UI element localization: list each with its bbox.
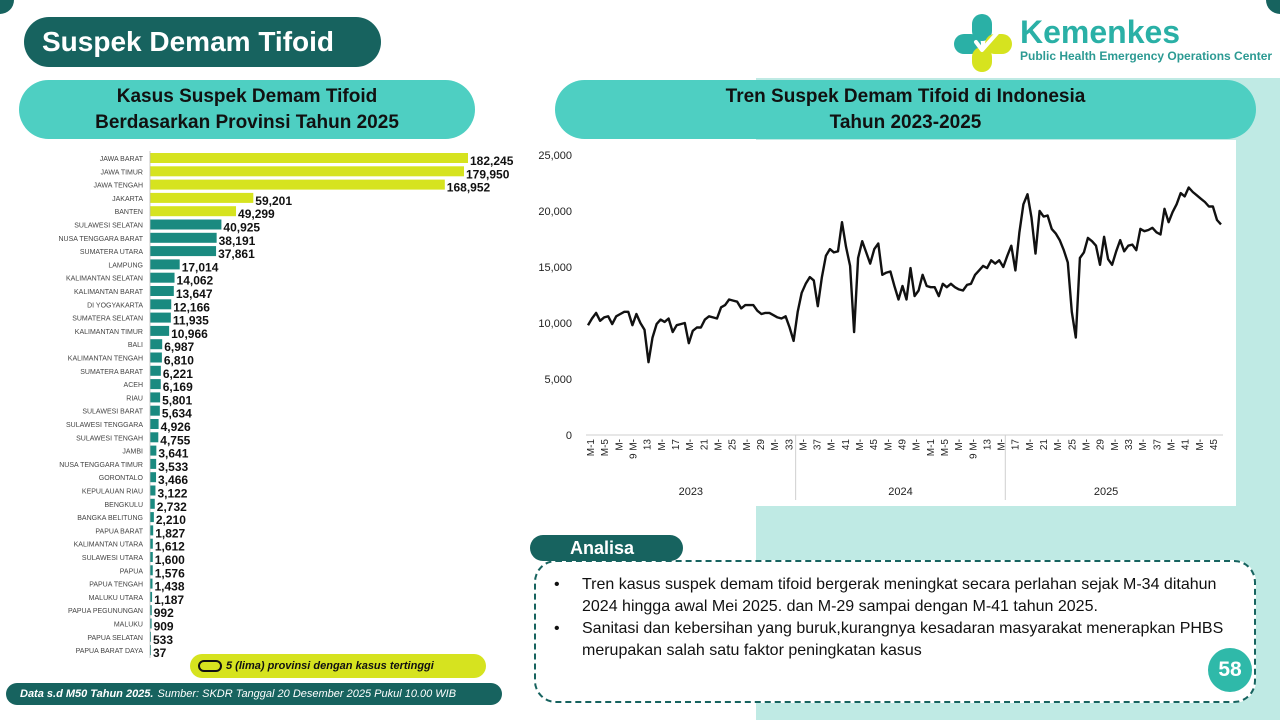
x-tick-label: 25 — [727, 439, 739, 451]
province-label: KALIMANTAN SELATAN — [65, 275, 143, 283]
value-label: 13,647 — [175, 287, 213, 301]
bar-chart-heading-line1: Kasus Suspek Demam Tifoid — [116, 85, 378, 107]
province-label: JAKARTA — [112, 195, 143, 203]
province-label: DI YOGYAKARTA — [87, 302, 143, 310]
x-tick-label: 45 — [869, 439, 881, 451]
line-chart-heading — [555, 80, 1256, 139]
x-tick-label: M- — [1138, 439, 1150, 451]
value-label: 5,634 — [161, 406, 192, 421]
value-label: 6,169 — [162, 380, 193, 395]
value-label: 4,755 — [160, 433, 191, 448]
value-label: 3,122 — [157, 486, 188, 501]
value-label: 3,533 — [158, 459, 189, 474]
province-label: PAPUA BARAT — [95, 528, 143, 536]
province-label: SULAWESI TENGAH — [76, 435, 143, 443]
x-tick-label: 21 — [699, 439, 711, 451]
value-label: 12,166 — [173, 300, 210, 315]
logo-subtitle: Public Health Emergency Operations Center — [1020, 49, 1273, 63]
x-tick-label: M- — [826, 439, 838, 451]
value-label: 992 — [153, 606, 174, 621]
x-tick-label: 33 — [784, 439, 796, 451]
bar — [150, 206, 236, 216]
bar — [150, 273, 175, 283]
x-tick-label: M- — [741, 439, 753, 451]
province-label: PAPUA PEGUNUNGAN — [68, 608, 143, 616]
x-tick-label: 9 M- — [628, 439, 640, 459]
value-label: 182,245 — [470, 154, 514, 168]
line-chart-heading-line1: Tren Suspek Demam Tifoid di Indonesia — [725, 85, 1086, 107]
bar — [150, 565, 153, 575]
value-label: 37 — [153, 646, 167, 658]
value-label: 533 — [153, 632, 174, 647]
value-label: 14,062 — [176, 273, 214, 288]
analysis-item — [554, 574, 1224, 618]
x-tick-label: 41 — [1180, 439, 1192, 451]
year-label: 2023 — [678, 486, 704, 498]
value-label: 6,810 — [163, 353, 194, 368]
x-tick-label: 17 — [1010, 439, 1022, 451]
page-title: Suspek Demam Tifoid — [24, 17, 381, 67]
year-label: 2024 — [888, 486, 913, 498]
legend-swatch — [198, 660, 222, 672]
value-label: 1,600 — [154, 553, 185, 567]
footer-data-note: Data s.d M50 Tahun 2025. — [20, 688, 154, 700]
value-label: 49,299 — [238, 207, 275, 222]
province-label: SUMATERA UTARA — [79, 249, 143, 257]
province-label: JAWA TENGAH — [93, 182, 143, 190]
value-label: 3,641 — [158, 446, 189, 461]
x-tick-label: M- — [656, 439, 668, 451]
value-label: 179,950 — [465, 167, 510, 182]
line-chart-heading-line2: Tahun 2023-2025 — [829, 111, 982, 133]
province-label: ACEH — [123, 382, 143, 390]
y-tick-label: 0 — [565, 430, 572, 442]
bar-chart-legend — [190, 654, 486, 678]
x-tick-label: 9 M- — [968, 439, 980, 459]
bar — [150, 459, 156, 469]
page-number: 58 — [1208, 648, 1252, 692]
province-label: SUMATERA SELATAN — [72, 315, 143, 323]
bar — [150, 220, 221, 230]
y-tick-label: 15,000 — [538, 262, 572, 274]
value-label: 40,925 — [223, 220, 261, 235]
bar — [150, 180, 445, 190]
value-label: 2,732 — [156, 499, 187, 514]
province-label: KALIMANTAN TENGAH — [67, 355, 143, 363]
kemenkes-logo — [952, 10, 1272, 74]
value-label: 17,014 — [181, 260, 219, 275]
province-label: LAMPUNG — [108, 262, 143, 270]
analysis-item — [554, 618, 1224, 662]
province-label: PAPUA TENGAH — [89, 581, 143, 589]
bar — [150, 512, 154, 522]
value-label: 1,612 — [154, 539, 185, 554]
x-tick-label: M- — [1109, 439, 1121, 451]
province-label: SULAWESI TENGGARA — [65, 422, 143, 429]
province-label: KALIMANTAN UTARA — [73, 541, 143, 549]
value-label: 909 — [153, 619, 174, 634]
x-tick-label: 33 — [1123, 439, 1135, 451]
logo-name: Kemenkes — [1020, 14, 1181, 50]
x-tick-label: M- — [798, 439, 810, 451]
x-tick-label: M-1 — [586, 439, 598, 457]
bar-chart-heading-line2: Berdasarkan Provinsi Tahun 2025 — [95, 111, 399, 133]
x-tick-label: M- — [996, 439, 1008, 451]
province-label: JAMBI — [122, 448, 143, 456]
bullet: • — [554, 576, 560, 593]
x-tick-label: 37 — [812, 439, 824, 451]
x-tick-label: 41 — [840, 439, 852, 451]
province-label: SUMATERA BARAT — [80, 368, 143, 376]
x-tick-label: 13 — [642, 439, 654, 451]
value-label: 37,861 — [218, 247, 255, 262]
value-label: 2,210 — [155, 513, 186, 528]
bar — [150, 525, 153, 535]
bar — [150, 472, 156, 482]
province-label: MALUKU — [113, 621, 143, 629]
bar — [150, 286, 174, 296]
value-label: 1,576 — [154, 566, 185, 581]
x-tick-label: M- — [1024, 439, 1036, 451]
bar — [150, 499, 155, 509]
value-label: 6,221 — [162, 366, 193, 381]
bar — [150, 233, 217, 243]
x-tick-label: 21 — [1039, 439, 1051, 451]
value-label: 4,926 — [160, 420, 191, 434]
legend-text: 5 (lima) provinsi dengan kasus tertinggi — [226, 660, 434, 672]
province-label: KALIMANTAN BARAT — [74, 289, 143, 296]
x-tick-label: M-5 — [939, 439, 951, 457]
y-tick-label: 10,000 — [538, 318, 572, 330]
bar — [150, 246, 216, 256]
kemenkes-logo-icon — [952, 12, 1014, 74]
bar — [150, 486, 155, 496]
bar — [150, 299, 171, 309]
bar — [150, 419, 159, 429]
bar-chart-heading — [19, 80, 475, 139]
province-label: KALIMANTAN TIMUR — [74, 328, 143, 336]
x-tick-label: 49 — [897, 439, 909, 451]
province-label: PAPUA — [119, 568, 143, 576]
bar — [150, 259, 180, 269]
value-label: 5,801 — [162, 393, 193, 408]
y-tick-label: 20,000 — [538, 206, 572, 218]
analysis-text: Sanitasi dan kebersihan yang buruk,kurangnya kesadaran masyarakat menerapkan PHBS merupakan salah satu faktor peningkatan kasus — [582, 620, 1224, 659]
value-label: 168,952 — [446, 180, 491, 195]
bar — [150, 326, 169, 336]
province-label: GORONTALO — [98, 475, 143, 483]
x-tick-label: M- — [614, 439, 626, 451]
value-label: 1,438 — [154, 579, 185, 594]
x-tick-label: M- — [685, 439, 697, 451]
province-label: PAPUA BARAT DAYA — [75, 648, 143, 656]
x-tick-label: M- — [770, 439, 782, 451]
bullet: • — [554, 620, 560, 637]
bar — [150, 339, 162, 349]
x-tick-label: M- — [911, 439, 923, 451]
corner-decoration — [0, 0, 14, 14]
x-tick-label: M- — [855, 439, 867, 451]
bar — [150, 353, 162, 363]
x-tick-label: 37 — [1152, 439, 1164, 451]
x-tick-label: M- — [954, 439, 966, 451]
x-tick-label: 13 — [982, 439, 994, 451]
value-label: 38,191 — [218, 233, 256, 248]
year-label: 2025 — [1093, 486, 1119, 498]
value-label: 10,966 — [171, 326, 208, 341]
trend-line-chart — [528, 140, 1236, 506]
bar — [150, 313, 171, 323]
value-label: 6,987 — [164, 340, 195, 355]
x-tick-label: M-5 — [600, 439, 612, 457]
province-label: JAWA BARAT — [99, 156, 143, 163]
bar — [150, 153, 468, 163]
province-bar-chart — [0, 148, 520, 658]
province-label: BALI — [127, 342, 143, 350]
province-label: MALUKU UTARA — [88, 594, 143, 602]
value-label: 11,935 — [172, 313, 209, 328]
bar — [150, 366, 161, 376]
y-tick-label: 5,000 — [544, 374, 572, 386]
bar — [150, 446, 156, 456]
bar — [150, 392, 160, 402]
province-label: JAWA TIMUR — [100, 169, 143, 177]
province-label: SULAWESI BARAT — [82, 408, 143, 416]
province-label: SULAWESI SELATAN — [74, 222, 143, 230]
y-tick-label: 25,000 — [538, 150, 572, 162]
x-tick-label: M- — [713, 439, 725, 451]
province-label: BANTEN — [114, 209, 143, 217]
x-tick-label: M-1 — [925, 439, 937, 457]
value-label: 3,466 — [158, 473, 189, 488]
bar — [150, 379, 161, 389]
province-label: BANGKA BELITUNG — [77, 515, 143, 523]
trend-line — [588, 188, 1221, 363]
x-tick-label: M- — [1053, 439, 1065, 451]
x-tick-label: M- — [1166, 439, 1178, 451]
value-label: 59,201 — [255, 193, 293, 208]
province-label: SULAWESI UTARA — [81, 555, 143, 562]
analysis-box — [534, 560, 1256, 703]
x-tick-label: 29 — [1095, 439, 1107, 451]
province-label: NUSA TENGGARA TIMUR — [59, 461, 143, 469]
x-tick-label: 17 — [671, 439, 683, 451]
analysis-label: Analisa — [530, 535, 683, 561]
province-label: NUSA TENGGARA BARAT — [58, 235, 143, 243]
province-label: BENGKULU — [104, 501, 143, 509]
analysis-text: Tren kasus suspek demam tifoid bergerak meningkat secara perlahan sejak M-34 ditahun 2024 hingga awal Mei 2025. dan M-29 sampai dengan M-41 tahun 2025. — [582, 576, 1217, 615]
bar — [150, 432, 158, 442]
value-label: 1,187 — [154, 592, 185, 607]
province-label: KEPULAUAN RIAU — [81, 488, 143, 496]
x-tick-label: M- — [1081, 439, 1093, 451]
x-tick-label: M- — [883, 439, 895, 451]
x-tick-label: 29 — [755, 439, 767, 451]
x-tick-label: 45 — [1208, 439, 1220, 451]
bar — [150, 166, 464, 176]
bar — [150, 406, 160, 416]
province-label: RIAU — [126, 395, 143, 403]
footer-source: Sumber: SKDR Tanggal 20 Desember 2025 Pukul 10.00 WIB — [157, 688, 457, 700]
data-source-footer — [6, 683, 502, 705]
bar — [150, 552, 153, 562]
x-tick-label: 25 — [1067, 439, 1079, 451]
x-tick-label: M- — [1194, 439, 1206, 451]
bar — [150, 193, 253, 203]
bar — [150, 539, 153, 549]
value-label: 1,827 — [155, 526, 186, 541]
province-label: PAPUA SELATAN — [87, 634, 143, 642]
